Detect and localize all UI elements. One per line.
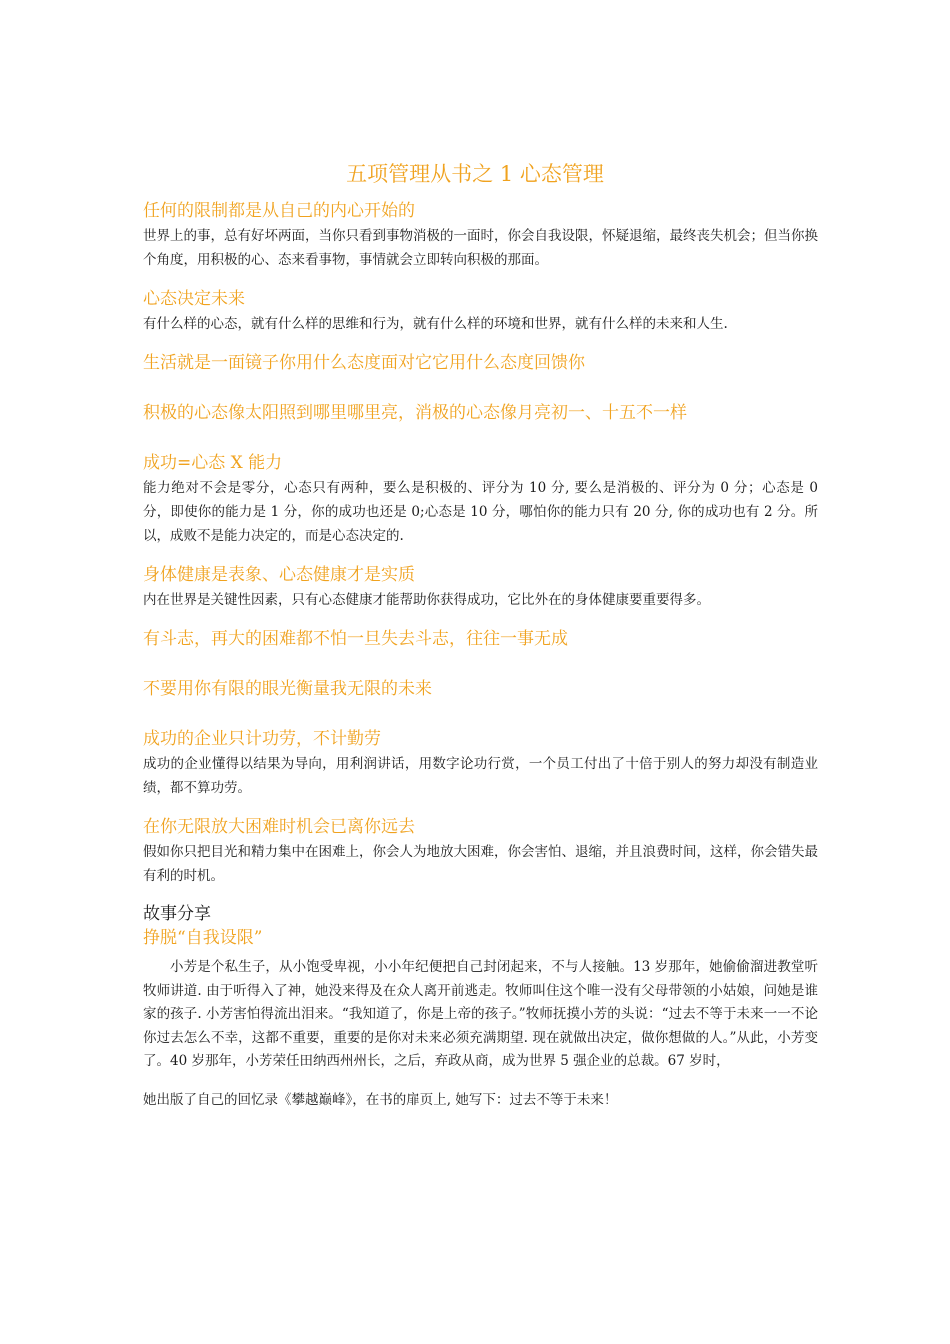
section-body: 有什么样的心态，就有什么样的思维和行为，就有什么样的环境和世界，就有什么样的未来和人生. xyxy=(143,316,728,332)
section-heading: 积极的心态像太阳照到哪里哪里亮，消极的心态像月亮初一、十五不一样 xyxy=(143,403,687,423)
story-title: 挣脱“自我设限” xyxy=(143,928,263,948)
section-heading: 在你无限放大困难时机会已离你远去 xyxy=(143,817,415,837)
section-body: 内在世界是关键性因素，只有心态健康才能帮助你获得成功，它比外在的身体健康要重要得多。 xyxy=(143,592,710,608)
story-body: 小芳是个私生子，从小饱受卑视，小小年纪便把自己封闭起来，不与人接触。13 岁那年，她偷偷溜进教堂听牧师讲道. 由于听得入了神，她没来得及在众人离开前逃走。牧师叫住这个唯一没有父母带领的小姑娘，问她是谁家的孩子. 小芳害怕得流出泪来。“我知道了，你是上帝的孩子。”牧师抚摸小芳的头说：“过去不等于未来一一不论你过去怎么不幸，这都不重要，重要的是你对未来必须充满期望. 现在就做出决定，做你想做的人。”从此，小芳变了。40 岁那年，小芳荣任田纳西州州长，之后，弃政从商，成为世界 5 强企业的总裁。67 岁时， xyxy=(143,959,818,1069)
story-label: 故事分享 xyxy=(143,904,211,924)
section-body: 成功的企业懂得以结果为导向，用利润讲话，用数字论功行赏，一个员工付出了十倍于别人的努力却没有制造业绩，都不算功劳。 xyxy=(143,756,818,796)
section-heading: 心态决定未来 xyxy=(143,289,245,309)
section-heading: 成功的企业只计功劳，不计勤劳 xyxy=(143,729,381,749)
section-heading: 有斗志，再大的困难都不怕一旦失去斗志，往往一事无成 xyxy=(143,629,568,649)
document-title: 五项管理从书之 1 心态管理 xyxy=(346,162,604,186)
section-heading: 不要用你有限的眼光衡量我无限的未来 xyxy=(143,679,432,699)
section-heading: 身体健康是表象、心态健康才是实质 xyxy=(143,565,415,585)
story-closing: 她出版了自己的回忆录《攀越巅峰》，在书的扉页上, 她写下：过去不等于未来！ xyxy=(143,1091,618,1108)
document-content xyxy=(143,198,818,1112)
section-heading: 成功=心态 X 能力 xyxy=(143,453,283,473)
section-heading: 任何的限制都是从自己的内心开始的 xyxy=(143,201,415,221)
section-body: 世界上的事，总有好坏两面，当你只看到事物消极的一面时，你会自我设限，怀疑退缩，最终丧失机会；但当你换个角度，用积极的心、态来看事物，事情就会立即转向积极的那面。 xyxy=(143,228,818,268)
section-heading: 生活就是一面镜子你用什么态度面对它它用什么态度回馈你 xyxy=(143,353,585,373)
section-body: 能力绝对不会是零分，心态只有两种，要么是积极的、评分为 10 分, 要么是消极的、评分为 0 分；心态是 0 分，即使你的能力是 1 分，你的成功也还是 0;心态是 10 分，哪怕你的能力只有 20 分, 你的成功也有 2 分。所以，成败不是能力决定的，而是心态决定的. xyxy=(143,480,818,544)
section-body: 假如你只把目光和精力集中在困难上，你会人为地放大困难，你会害怕、退缩，并且浪费时间，这样，你会错失最有利的时机。 xyxy=(143,844,818,884)
